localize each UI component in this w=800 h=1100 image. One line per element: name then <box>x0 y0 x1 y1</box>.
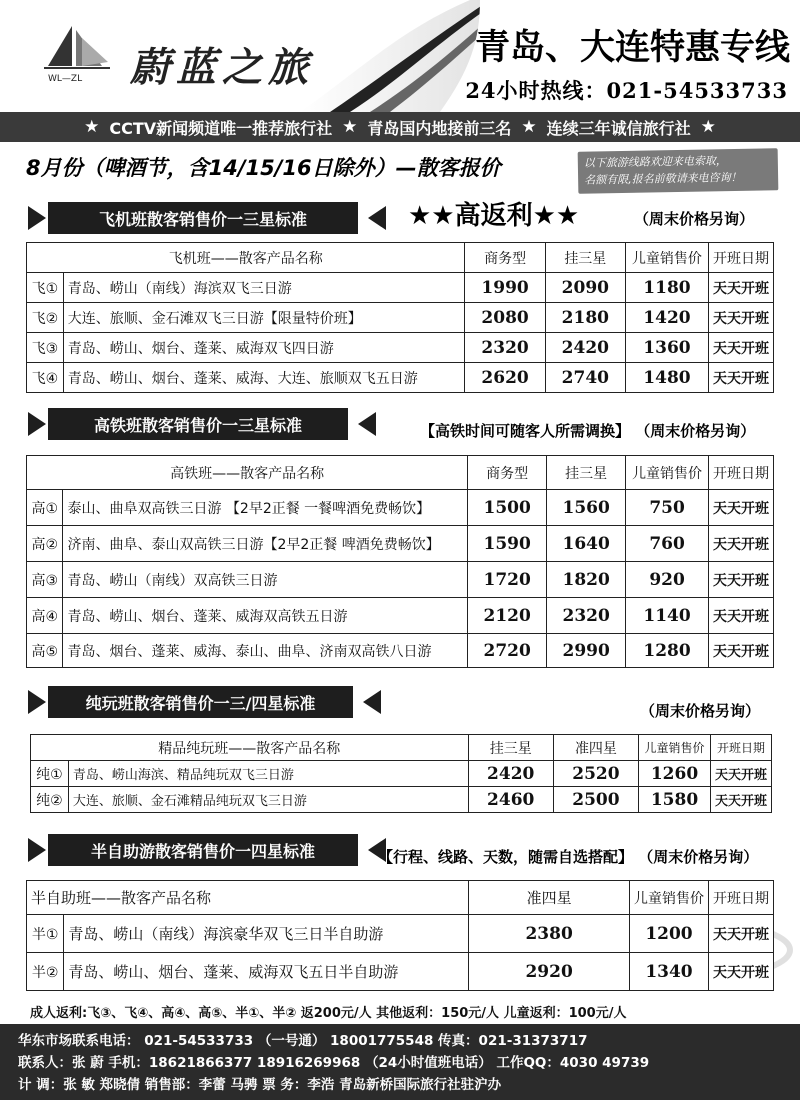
product-name: 青岛、崂山、烟台、蓬莱、威海、大连、旅顺双飞五日游 <box>63 363 465 393</box>
child-price: 1140 <box>626 598 709 634</box>
table-row <box>27 490 774 526</box>
child-price: 1580 <box>639 787 711 813</box>
child-price: 1480 <box>625 363 708 393</box>
section-banner-semi <box>28 834 398 866</box>
table-row <box>27 333 774 363</box>
header-date: 开班日期 <box>708 881 773 915</box>
table-row <box>27 363 774 393</box>
high-rebate-title: ★★高返利★★ <box>408 201 580 231</box>
price-2: 2420 <box>545 333 625 363</box>
price-1: 2380 <box>469 915 630 953</box>
footer-line-contact: 联系人：张 蔚 手机：18621866377 18916269968 （24小时值班电话） 工作QQ：4030 49739 <box>18 1055 650 1071</box>
product-name: 青岛、崂山、烟台、蓬莱、威海双飞五日半自助游 <box>64 953 469 991</box>
table-row <box>31 761 772 787</box>
section-banner-rail <box>28 408 398 440</box>
table-row <box>27 303 774 333</box>
price-1: 2720 <box>468 634 547 668</box>
departure: 天天开班 <box>708 363 773 393</box>
product-name: 青岛、崂山（南线）双高铁三日游 <box>63 562 468 598</box>
row-index: 纯② <box>31 787 69 813</box>
row-index: 高⑤ <box>27 634 63 668</box>
arrow-right-icon <box>368 206 386 230</box>
arrow-left-icon <box>28 206 46 230</box>
header-product: 半自助班——散客产品名称 <box>27 881 469 915</box>
product-name: 大连、旅顺、金石滩精品纯玩双飞三日游 <box>68 787 468 813</box>
hotline-number: 021-54533733 <box>606 78 788 103</box>
price-table-rail <box>26 455 774 668</box>
table-row <box>27 526 774 562</box>
inquiry-note <box>578 148 779 193</box>
child-price: 1180 <box>625 273 708 303</box>
price-table-pureplay <box>30 734 772 813</box>
row-index: 高④ <box>27 598 63 634</box>
price-2: 2180 <box>545 303 625 333</box>
footer-contacts <box>0 1024 800 1100</box>
header-col-2: 挂三星 <box>545 243 625 273</box>
departure: 天天开班 <box>708 333 773 363</box>
row-index: 纯① <box>31 761 69 787</box>
section-title: 高铁班散客销售价一三星标准 <box>48 408 348 440</box>
footer-line-phone: 华东市场联系电话： 021-54533733 （一号通） 18001775548 传真：021-31373717 <box>18 1033 588 1049</box>
logo-mark-text: WL—ZL <box>48 74 83 84</box>
header-child: 儿童销售价 <box>625 243 708 273</box>
row-index: 半② <box>27 953 64 991</box>
table-row <box>27 915 774 953</box>
section-banner-pureplay <box>28 686 398 718</box>
price-2: 2520 <box>553 761 638 787</box>
price-2: 1560 <box>547 490 626 526</box>
child-price: 1280 <box>626 634 709 668</box>
product-name: 青岛、崂山（南线）海滨豪华双飞三日半自助游 <box>64 915 469 953</box>
header-col-1: 准四星 <box>469 881 630 915</box>
header-col-1: 商务型 <box>468 456 547 490</box>
departure: 天天开班 <box>708 598 773 634</box>
sail-logo-icon <box>42 22 112 78</box>
price-1: 1720 <box>468 562 547 598</box>
hotline-label: 24小时热线： <box>465 78 607 103</box>
header-product: 高铁班——散客产品名称 <box>27 456 468 490</box>
product-name: 青岛、烟台、蓬莱、威海、泰山、曲阜、济南双高铁八日游 <box>63 634 468 668</box>
header-child: 儿童销售价 <box>626 456 709 490</box>
table-row <box>27 953 774 991</box>
row-index: 飞③ <box>27 333 64 363</box>
departure: 天天开班 <box>708 562 773 598</box>
brand-name: 蔚蓝之旅 <box>130 44 314 91</box>
price-table-flight <box>26 242 774 393</box>
departure: 天天开班 <box>710 761 771 787</box>
product-name: 青岛、崂山、烟台、蓬莱、威海双飞四日游 <box>63 333 465 363</box>
inquiry-note-line-2: 名额有限,报名前敬请来电咨询！ <box>584 170 742 187</box>
semi-note: 【行程、线路、天数，随需自选搭配】 （周末价格另询） <box>378 848 759 866</box>
child-price: 750 <box>626 490 709 526</box>
child-price: 1260 <box>639 761 711 787</box>
row-index: 半① <box>27 915 64 953</box>
hotline <box>465 75 788 105</box>
departure: 天天开班 <box>708 303 773 333</box>
header <box>0 0 800 112</box>
logo <box>42 22 342 92</box>
arrow-right-icon <box>358 412 376 436</box>
header-date: 开班日期 <box>708 243 773 273</box>
section-title: 纯玩班散客销售价一三/四星标准 <box>48 686 353 718</box>
price-1: 2080 <box>465 303 545 333</box>
child-price: 1420 <box>625 303 708 333</box>
month-price-title: 8月份（啤酒节，含14/15/16日除外）—散客报价 <box>26 156 501 180</box>
table-row <box>27 273 774 303</box>
child-price: 760 <box>626 526 709 562</box>
departure: 天天开班 <box>708 915 773 953</box>
child-price: 1200 <box>629 915 708 953</box>
table-header-row <box>27 456 774 490</box>
star-icon: ★ <box>342 117 358 137</box>
price-2: 2090 <box>545 273 625 303</box>
price-2: 1820 <box>547 562 626 598</box>
rail-note: 【高铁时间可随客人所需调换】 （周末价格另询） <box>420 422 756 440</box>
section-banner-flight <box>28 202 398 234</box>
arrow-left-icon <box>28 838 46 862</box>
price-1: 2120 <box>468 598 547 634</box>
row-index: 飞① <box>27 273 64 303</box>
star-icon: ★ <box>700 117 716 137</box>
price-1: 2320 <box>465 333 545 363</box>
price-1: 2920 <box>469 953 630 991</box>
table-header-row <box>27 243 774 273</box>
price-2: 1640 <box>547 526 626 562</box>
slogan-1: CCTV新闻频道唯一推荐旅行社 <box>109 118 333 138</box>
table-header-row <box>31 735 772 761</box>
product-name: 济南、曲阜、泰山双高铁三日游【2早2正餐 啤酒免费畅饮】 <box>63 526 468 562</box>
weekend-note: （周末价格另询） <box>634 210 755 228</box>
page-title: 青岛、大连特惠专线 <box>474 27 790 68</box>
table-row <box>31 787 772 813</box>
price-1: 2620 <box>465 363 545 393</box>
header-product: 飞机班——散客产品名称 <box>27 243 465 273</box>
price-1: 1990 <box>465 273 545 303</box>
child-price: 920 <box>626 562 709 598</box>
price-1: 2460 <box>468 787 553 813</box>
header-col-1: 挂三星 <box>468 735 553 761</box>
rebate-line: 成人返利:飞③、飞④、高④、高⑤、半①、半② 返200元/人 其他返利：150元/人 儿童返利：100元/人 <box>30 1006 627 1021</box>
table-row <box>27 562 774 598</box>
header-child: 儿童销售价 <box>629 881 708 915</box>
header-col-1: 商务型 <box>465 243 545 273</box>
section-title: 半自助游散客销售价一四星标准 <box>48 834 358 866</box>
table-header-row <box>27 881 774 915</box>
row-index: 高③ <box>27 562 63 598</box>
price-1: 1590 <box>468 526 547 562</box>
price-2: 2990 <box>547 634 626 668</box>
table-row <box>27 634 774 668</box>
section-title: 飞机班散客销售价一三星标准 <box>48 202 358 234</box>
arrow-right-icon <box>363 690 381 714</box>
arrow-left-icon <box>28 412 46 436</box>
departure: 天天开班 <box>708 273 773 303</box>
weekend-note: （周末价格另询） <box>640 702 761 720</box>
inquiry-note-line-1: 以下旅游线路欢迎来电索取， <box>583 154 727 170</box>
header-child: 儿童销售价 <box>639 735 711 761</box>
row-index: 飞② <box>27 303 64 333</box>
star-icon: ★ <box>521 117 537 137</box>
row-index: 飞④ <box>27 363 64 393</box>
star-icon: ★ <box>84 117 100 137</box>
price-1: 1500 <box>468 490 547 526</box>
product-name: 青岛、崂山、烟台、蓬莱、威海双高铁五日游 <box>63 598 468 634</box>
slogan-2: 青岛国内地接前三名 <box>367 118 512 138</box>
price-2: 2320 <box>547 598 626 634</box>
product-name: 青岛、崂山（南线）海滨双飞三日游 <box>63 273 465 303</box>
row-index: 高① <box>27 490 63 526</box>
product-name: 青岛、崂山海滨、精品纯玩双飞三日游 <box>68 761 468 787</box>
header-col-2: 准四星 <box>553 735 638 761</box>
header-col-2: 挂三星 <box>547 456 626 490</box>
departure: 天天开班 <box>708 490 773 526</box>
departure: 天天开班 <box>708 526 773 562</box>
child-price: 1360 <box>625 333 708 363</box>
table-row <box>27 598 774 634</box>
row-index: 高② <box>27 526 63 562</box>
header-product: 精品纯玩班——散客产品名称 <box>31 735 469 761</box>
product-name: 大连、旅顺、金石滩双飞三日游【限量特价班】 <box>63 303 465 333</box>
price-2: 2500 <box>553 787 638 813</box>
arrow-left-icon <box>28 690 46 714</box>
departure: 天天开班 <box>708 634 773 668</box>
slogan-3: 连续三年诚信旅行社 <box>546 118 691 138</box>
product-name: 泰山、曲阜双高铁三日游 【2早2正餐 一餐啤酒免费畅饮】 <box>63 490 468 526</box>
header-date: 开班日期 <box>710 735 771 761</box>
departure: 天天开班 <box>710 787 771 813</box>
child-price: 1340 <box>629 953 708 991</box>
header-date: 开班日期 <box>708 456 773 490</box>
price-2: 2740 <box>545 363 625 393</box>
price-table-semi <box>26 880 774 991</box>
price-1: 2420 <box>468 761 553 787</box>
footer-line-staff: 计 调：张 敏 郑晓倩 销售部：李蕾 马骋 票 务：李浩 青岛新桥国际旅行社驻沪办 <box>18 1077 502 1093</box>
departure: 天天开班 <box>708 953 773 991</box>
slogan-bar <box>0 112 800 142</box>
